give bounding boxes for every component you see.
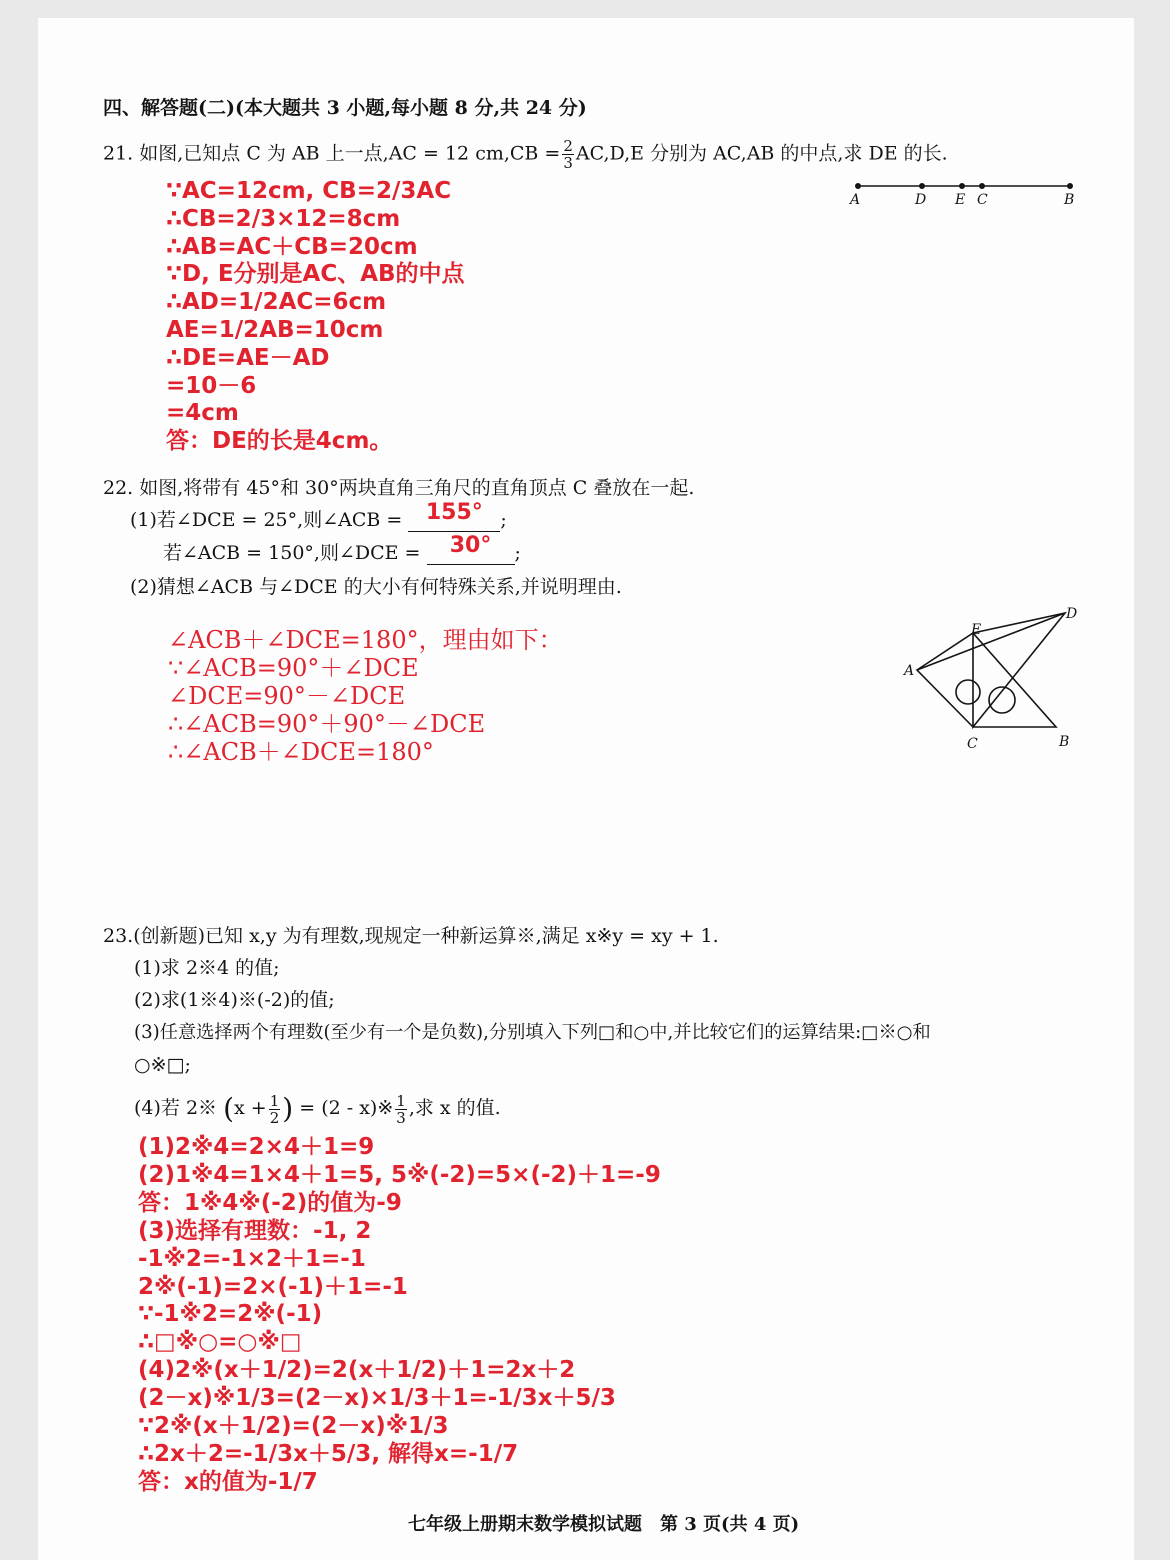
answer-blank: 155° — [408, 509, 500, 532]
label-b: B — [1059, 734, 1070, 750]
answer-line: (2)1※4=1×4＋1=5, 5※(-2)=5×(-2)＋1=-9 — [138, 1161, 661, 1188]
answer-line: 答：1※4※(-2)的值为-9 — [138, 1189, 402, 1216]
q22-part1b: 若∠ACB = 150°,则∠DCE = 30° ; — [163, 533, 521, 564]
q22-answer — [168, 626, 563, 766]
fraction: $\frac{1}{2}$ — [269, 1091, 280, 1127]
answer-line: ∴∠ACB=90°＋90°－∠DCE — [168, 710, 486, 738]
answer-blank: 30° — [427, 542, 515, 565]
label-b: B — [1064, 192, 1075, 208]
q21-answer — [166, 178, 465, 456]
answer-line: 答：x的值为-1/7 — [138, 1468, 318, 1495]
answer-line: AE=1/2AB=10cm — [166, 316, 384, 343]
angle-mark — [956, 680, 980, 704]
answer-line: ∠DCE=90°－∠DCE — [168, 682, 406, 710]
q23-stem: 23.(创新题)已知 x,y 为有理数,现规定一种新运算※,满足 x※y = xy + 1. — [103, 925, 719, 947]
label-d: D — [915, 192, 927, 208]
point-a — [855, 183, 861, 189]
label-e: E — [971, 622, 982, 638]
answer-line: ∵AC=12cm, CB=2/3AC — [166, 178, 452, 204]
answer-line: ∴CB=2/3×12=8cm — [166, 205, 401, 232]
answer-line: ∵-1※2=2※(-1) — [138, 1301, 323, 1328]
answer-line: (2－x)※1/3=(2－x)×1/3＋1=-1/3x＋5/3 — [138, 1385, 616, 1412]
answer-line: ∠ACB＋∠DCE=180°，理由如下： — [168, 626, 563, 654]
point-e — [959, 183, 965, 189]
answer-line: ∵D, E分别是AC、AB的中点 — [166, 261, 465, 288]
q23-part4: (4)若 2※ (x + $\frac{1}{2}$ ) = (2 - x)※ $\frac{1}{3}$ ,求 x 的值. — [134, 1091, 501, 1127]
label-c: C — [977, 192, 988, 208]
point-c — [979, 183, 985, 189]
answer-line: ∴DE=AE－AD — [166, 344, 330, 371]
q23-part3-line2: ○※□; — [134, 1054, 191, 1076]
q22-part2: (2)猜想∠ACB 与∠DCE 的大小有何特殊关系,并说明理由. — [130, 576, 622, 598]
point-d — [919, 183, 925, 189]
point-b — [1067, 183, 1073, 189]
answer-line: (1)2※4=2×4＋1=9 — [138, 1134, 375, 1160]
segment-figure — [845, 178, 1085, 212]
answer-line: ∵∠ACB=90°＋∠DCE — [168, 654, 419, 682]
label-d: D — [1066, 606, 1078, 622]
page-footer: 七年级上册期末数学模拟试题 第 3 页(共 4 页) — [408, 1514, 800, 1535]
answer-line: (3)选择有理数：-1, 2 — [138, 1217, 372, 1244]
answer-line: ∴∠ACB＋∠DCE=180° — [168, 738, 434, 766]
label-e: E — [955, 192, 966, 208]
section-title: 四、解答题(二)(本大题共 3 小题,每小题 8 分,共 24 分) — [103, 97, 587, 119]
answer-line: (4)2※(x＋1/2)=2(x＋1/2)＋1=2x＋2 — [138, 1357, 576, 1384]
answer-line: -1※2=-1×2＋1=-1 — [138, 1245, 366, 1272]
triangles-figure — [898, 600, 1088, 755]
answer-line: ∴AD=1/2AC=6cm — [166, 289, 387, 316]
q23-part1: (1)求 2※4 的值; — [134, 957, 280, 979]
q23-part3-line1: (3)任意选择两个有理数(至少有一个是负数),分别填入下列□和○中,并比较它们的运算结果:□※○和 — [134, 1022, 931, 1043]
answer-line: =4cm — [166, 400, 239, 427]
q22-part1a: (1)若∠DCE = 25°,则∠ACB = 155° ; — [130, 500, 507, 531]
q21-stem: 21. 如图,已知点 C 为 AB 上一点,AC = 12 cm,CB = $\frac{2}{3}$ AC,D,E 分别为 AC,AB 的中点,求 DE 的长. — [103, 137, 948, 172]
label-a: A — [850, 192, 861, 208]
answer-line: ∴AB=AC＋CB=20cm — [166, 233, 418, 260]
fraction: $\frac{1}{3}$ — [396, 1091, 406, 1127]
answer-line: ∴2x＋2=-1/3x＋5/3, 解得x=-1/7 — [138, 1440, 519, 1467]
label-a: A — [904, 663, 915, 679]
answer-line: ∴□※○=○※□ — [138, 1329, 302, 1356]
answer-line: 答：DE的长是4cm。 — [166, 428, 393, 455]
q23-answer — [138, 1134, 661, 1497]
answer-line: 2※(-1)=2×(-1)＋1=-1 — [138, 1273, 408, 1300]
label-c: C — [967, 736, 978, 752]
q23-part2: (2)求(1※4)※(-2)的值; — [134, 989, 335, 1011]
answer-line: =10－6 — [166, 372, 257, 399]
q22-stem: 22. 如图,将带有 45°和 30°两块直角三角尺的直角顶点 C 叠放在一起. — [103, 477, 695, 499]
answer-line: ∵2※(x＋1/2)=(2－x)※1/3 — [138, 1413, 449, 1440]
triangle-acb — [917, 633, 1056, 727]
fraction: $\frac{2}{3}$ — [563, 137, 573, 172]
